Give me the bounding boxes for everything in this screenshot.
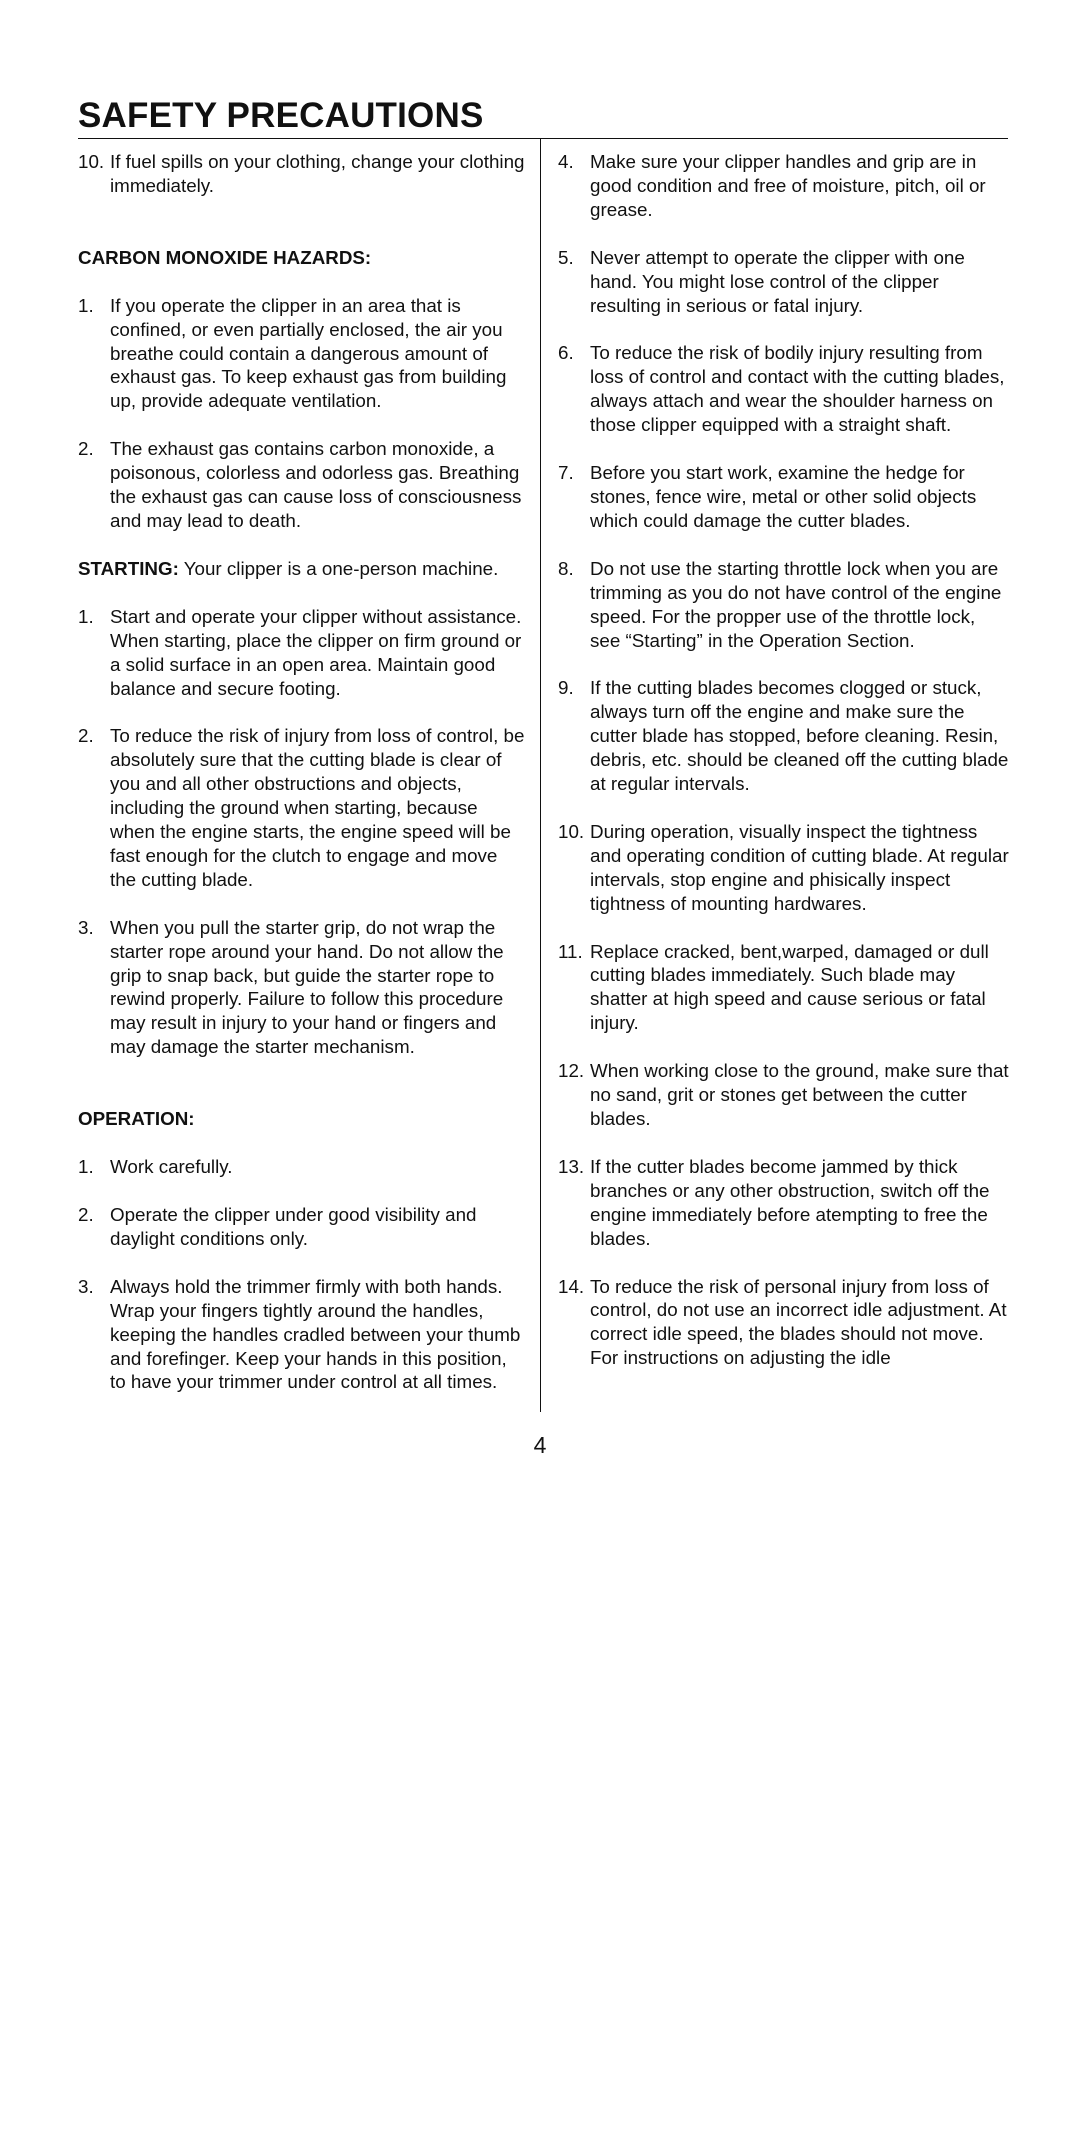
carbon-monoxide-heading: CARBON MONOXIDE HAZARDS: bbox=[78, 246, 372, 268]
item-number: 4. bbox=[558, 151, 574, 172]
item-text: During operation, visually inspect the tightness and operating condition of cutting blade. At regular intervals, stop engine and phisically inspect tightness of mounting hardwares. bbox=[590, 820, 1009, 914]
list-item bbox=[558, 940, 1010, 1036]
item-text: When you pull the starter grip, do not wrap the starter rope around your hand. Do not allow the grip to snap back, but guide the starter rope to rewind properly. Failure to follow this procedure may result in injury to your hand or fingers and may damage the starter mechanism. bbox=[110, 916, 504, 1058]
list-item bbox=[78, 724, 526, 891]
list-item bbox=[78, 916, 526, 1059]
list-item bbox=[78, 605, 526, 701]
operation-heading: OPERATION: bbox=[78, 1108, 195, 1130]
item-number: 1. bbox=[78, 1156, 94, 1178]
page-number: 4 bbox=[533, 1432, 547, 1458]
right-column bbox=[558, 150, 1010, 1394]
item-text: To reduce the risk of personal injury from loss of control, do not use an incorrect idle adjustment. At correct idle speed, the blades should not move. For instructions on adjusting the idle bbox=[590, 1275, 1007, 1369]
list-item bbox=[558, 820, 1010, 916]
item-text: Never attempt to operate the clipper with one hand. You might lose control of the clipper resulting in serious or fatal injury. bbox=[590, 246, 965, 316]
list-item bbox=[558, 557, 1010, 653]
item-number: 3. bbox=[78, 916, 94, 938]
list-item bbox=[78, 1203, 526, 1251]
item-number: 13. bbox=[558, 1155, 585, 1177]
item-number: 7. bbox=[558, 462, 574, 484]
item-text: To reduce the risk of injury from loss of control, be absolutely sure that the cutting blade is clear of you and all other obstructions and objects, including the ground when starting, because when the engine starts, the engine speed will be fast enough for the clutch to engage and move the cutting blade. bbox=[110, 725, 525, 890]
list-item bbox=[78, 1275, 526, 1395]
item-number: 10. bbox=[78, 151, 105, 172]
item-text: If the cutter blades become jammed by thick branches or any other obstruction, switch off the engine immediately before atempting to free the blades. bbox=[590, 1155, 990, 1249]
item-text: Work carefully. bbox=[110, 1156, 233, 1178]
list-item bbox=[558, 1155, 1010, 1251]
list-item bbox=[78, 294, 526, 414]
item-text: Replace cracked, bent,warped, damaged or dull cutting blades immediately. Such blade may shatter at high speed and cause serious or fatal injury. bbox=[590, 940, 989, 1034]
item-text: If the cutting blades becomes clogged or stuck, always turn off the engine and make sure the cutter blade has stopped, before cleaning. Resin, debris, etc. should be cleaned off the cutting blade at regular intervals. bbox=[590, 677, 1009, 795]
list-item bbox=[78, 150, 526, 198]
list-item bbox=[558, 246, 1010, 318]
item-text: Make sure your clipper handles and grip are in good condition and free of moisture, pitch, oil or grease. bbox=[590, 151, 986, 220]
item-number: 5. bbox=[558, 246, 574, 268]
item-number: 2. bbox=[78, 438, 94, 460]
left-column bbox=[78, 150, 526, 1418]
item-text: Start and operate your clipper without assistance. When starting, place the clipper on firm ground or a solid surface in an open area. Maintain good balance and secure footing. bbox=[110, 605, 522, 699]
item-number: 11. bbox=[558, 940, 583, 962]
starting-heading: STARTING: bbox=[78, 557, 179, 579]
list-item bbox=[558, 1059, 1010, 1131]
item-number: 10. bbox=[558, 820, 585, 842]
column-divider bbox=[540, 139, 541, 1412]
item-number: 1. bbox=[78, 605, 94, 627]
starting-paragraph bbox=[78, 557, 526, 581]
item-text: If you operate the clipper in an area that is confined, or even partially enclosed, the air you breathe could contain a dangerous amount of exhaust gas. To keep exhaust gas from building up, provide adequate ventilation. bbox=[110, 294, 507, 412]
item-text: When working close to the ground, make sure that no sand, grit or stones get between the cutter blades. bbox=[590, 1060, 1009, 1129]
item-text: Operate the clipper under good visibility and daylight conditions only. bbox=[110, 1204, 477, 1249]
item-number: 9. bbox=[558, 677, 574, 699]
item-number: 8. bbox=[558, 557, 574, 579]
item-number: 12. bbox=[558, 1060, 585, 1082]
list-item bbox=[558, 1275, 1010, 1371]
item-text: If fuel spills on your clothing, change your clothing immediately. bbox=[110, 151, 525, 196]
item-number: 2. bbox=[78, 725, 94, 747]
list-item bbox=[558, 150, 1010, 222]
list-item bbox=[558, 461, 1010, 533]
item-number: 1. bbox=[78, 294, 94, 316]
item-text: To reduce the risk of bodily injury resulting from loss of control and contact with the cutting blades, always attach and wear the shoulder harness on those clipper equipped with a straight shaft. bbox=[590, 342, 1005, 436]
item-text: The exhaust gas contains carbon monoxide, a poisonous, colorless and odorless gas. Breathing the exhaust gas can cause loss of consciousness and may lead to death. bbox=[110, 438, 522, 531]
item-number: 2. bbox=[78, 1204, 94, 1225]
starting-intro: Your clipper is a one-person machine. bbox=[178, 557, 499, 579]
item-text: Before you start work, examine the hedge for stones, fence wire, metal or other solid objects which could damage the cutter blades. bbox=[590, 462, 977, 531]
item-number: 6. bbox=[558, 342, 574, 364]
title-rule bbox=[78, 138, 1008, 139]
list-item bbox=[78, 437, 526, 533]
item-text: Do not use the starting throttle lock when you are trimming as you do not have control of the engine speed. For the propper use of the throttle lock, see “Starting” in the Operation Section. bbox=[590, 557, 1002, 651]
item-number: 14. bbox=[558, 1275, 585, 1297]
list-item bbox=[78, 1155, 526, 1179]
item-number: 3. bbox=[78, 1275, 94, 1297]
page-title: SAFETY PRECAUTIONS bbox=[78, 96, 484, 135]
list-item bbox=[558, 341, 1010, 437]
item-text: Always hold the trimmer firmly with both hands. Wrap your fingers tightly around the handles, keeping the handles cradled between your thumb and forefinger. Keep your hands in this position, to have your trimmer under control at all times. bbox=[110, 1275, 521, 1393]
list-item bbox=[558, 676, 1010, 796]
